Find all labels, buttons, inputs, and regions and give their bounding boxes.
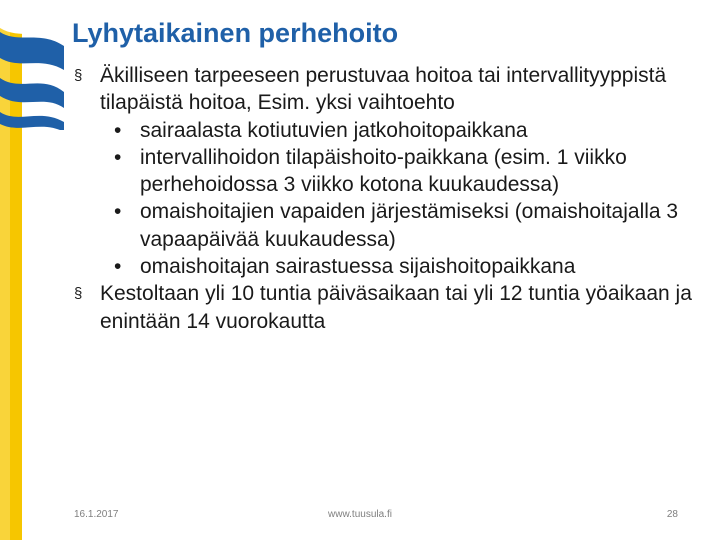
bullet-text: Kestoltaan yli 10 tuntia päiväsaikaan tai yli 12 tuntia yöaikaan ja enintään 14 vuorokautta [100,282,692,333]
sub-bullet-list [106,117,704,281]
slide-title: Lyhytaikainen perhehoito [72,18,399,48]
sub-bullet-text: omaishoitajien vapaiden järjestämiseksi (omaishoitajalla 3 vapaapäivää kuukaudessa) [140,200,679,251]
section-marker-icon: § [74,285,83,303]
decorative-wave-strip [0,0,64,540]
section-marker-icon: § [74,67,83,84]
bullet-dot-icon: • [114,118,122,142]
bullet-dot-icon: • [114,145,122,169]
bullet-dot-icon: • [114,200,122,224]
sub-bullet-item [106,253,704,280]
footer-date: 16.1.2017 [74,509,119,520]
bullet-item [74,62,704,117]
bullet-dot-icon: • [114,255,122,279]
sub-bullet-text: omaishoitajan sairastuessa sijaishoitopaikkana [140,255,576,279]
sub-bullet-text: sairaalasta kotiutuvien jatkohoitopaikkana [140,118,528,142]
sub-bullet-item [106,144,704,199]
sub-bullet-item [106,117,704,144]
sub-bullet-item [106,198,704,253]
sub-bullet-text: intervallihoidon tilapäishoito-paikkana (esim. 1 viikko perhehoidossa 3 viikko kotona kuukaudessa) [140,145,627,197]
slide-content [74,62,704,335]
bullet-text: Äkilliseen tarpeeseen perustuvaa hoitoa tai intervallityyppistä tilapäistä hoitoa, Esim. yksi vaihtoehto [100,64,667,115]
footer-url: www.tuusula.fi [328,509,392,520]
bullet-item [74,280,704,335]
footer-page-number: 28 [666,509,678,520]
